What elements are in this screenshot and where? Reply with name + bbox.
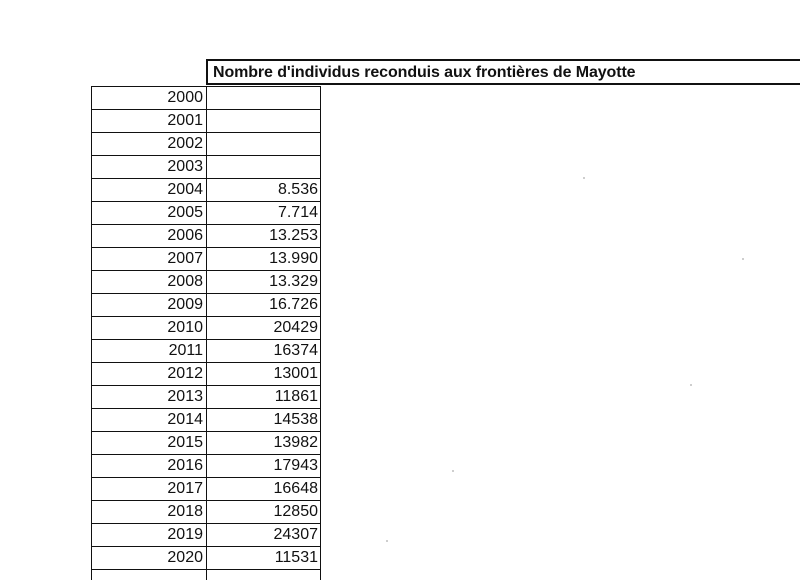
table-row bbox=[92, 155, 320, 178]
year-cell: 2020 bbox=[92, 547, 207, 569]
table-row bbox=[92, 454, 320, 477]
data-table bbox=[91, 86, 321, 580]
table-row bbox=[92, 500, 320, 523]
year-cell: 2009 bbox=[92, 294, 207, 316]
value-cell: 14538 bbox=[273, 411, 318, 428]
scan-speck bbox=[583, 177, 585, 179]
scan-speck bbox=[742, 258, 744, 260]
year-cell: 2005 bbox=[92, 202, 207, 224]
table-row bbox=[92, 201, 320, 224]
year-cell bbox=[92, 570, 207, 580]
value-cell: 24307 bbox=[273, 526, 318, 543]
year-cell: 2008 bbox=[92, 271, 207, 293]
table-header-cell bbox=[206, 59, 800, 85]
year-cell: 2010 bbox=[92, 317, 207, 339]
table-title: Nombre d'individus reconduis aux frontières de Mayotte bbox=[213, 64, 636, 81]
year-cell: 2006 bbox=[92, 225, 207, 247]
year-cell: 2001 bbox=[92, 110, 207, 132]
table-row bbox=[92, 339, 320, 362]
value-cell: 16374 bbox=[273, 342, 318, 359]
value-cell: 17943 bbox=[273, 457, 318, 474]
year-cell: 2014 bbox=[92, 409, 207, 431]
table-row bbox=[92, 477, 320, 500]
value-cell: 13.329 bbox=[269, 273, 318, 290]
value-cell: 16648 bbox=[273, 480, 318, 497]
table-row bbox=[92, 362, 320, 385]
value-cell: 7.714 bbox=[277, 204, 318, 221]
year-cell: 2018 bbox=[92, 501, 207, 523]
year-cell: 2000 bbox=[92, 87, 207, 109]
year-cell: 2011 bbox=[92, 340, 207, 362]
value-cell bbox=[207, 133, 320, 155]
year-cell: 2019 bbox=[92, 524, 207, 546]
value-cell: 13001 bbox=[273, 365, 318, 382]
value-cell bbox=[207, 110, 320, 132]
table-row bbox=[92, 316, 320, 339]
table-row bbox=[92, 408, 320, 431]
table-row bbox=[92, 247, 320, 270]
year-cell: 2013 bbox=[92, 386, 207, 408]
table-row-partial bbox=[92, 569, 320, 580]
year-cell: 2016 bbox=[92, 455, 207, 477]
year-cell: 2012 bbox=[92, 363, 207, 385]
table-row bbox=[92, 224, 320, 247]
table-row bbox=[92, 385, 320, 408]
value-cell: 16.726 bbox=[269, 296, 318, 313]
year-cell: 2003 bbox=[92, 156, 207, 178]
table-row bbox=[92, 546, 320, 569]
value-cell: 20429 bbox=[273, 319, 318, 336]
scan-speck bbox=[386, 540, 388, 542]
table-row bbox=[92, 132, 320, 155]
value-cell: 13.990 bbox=[269, 250, 318, 267]
table-row bbox=[92, 293, 320, 316]
value-cell bbox=[207, 87, 320, 109]
table-row bbox=[92, 109, 320, 132]
year-cell: 2007 bbox=[92, 248, 207, 270]
year-cell: 2002 bbox=[92, 133, 207, 155]
table-row bbox=[92, 178, 320, 201]
year-cell: 2004 bbox=[92, 179, 207, 201]
value-cell: 11861 bbox=[274, 388, 318, 405]
value-cell bbox=[207, 570, 320, 580]
value-cell: 8.536 bbox=[277, 181, 318, 198]
table-row bbox=[92, 523, 320, 546]
table-row bbox=[92, 86, 320, 109]
table-row bbox=[92, 431, 320, 454]
year-cell: 2015 bbox=[92, 432, 207, 454]
value-cell: 11531 bbox=[274, 549, 318, 566]
scan-speck bbox=[690, 384, 692, 386]
value-cell: 12850 bbox=[273, 503, 318, 520]
value-cell bbox=[207, 156, 320, 178]
value-cell: 13982 bbox=[273, 434, 318, 451]
table-row bbox=[92, 270, 320, 293]
year-cell: 2017 bbox=[92, 478, 207, 500]
scan-speck bbox=[452, 470, 454, 472]
value-cell: 13.253 bbox=[269, 227, 318, 244]
